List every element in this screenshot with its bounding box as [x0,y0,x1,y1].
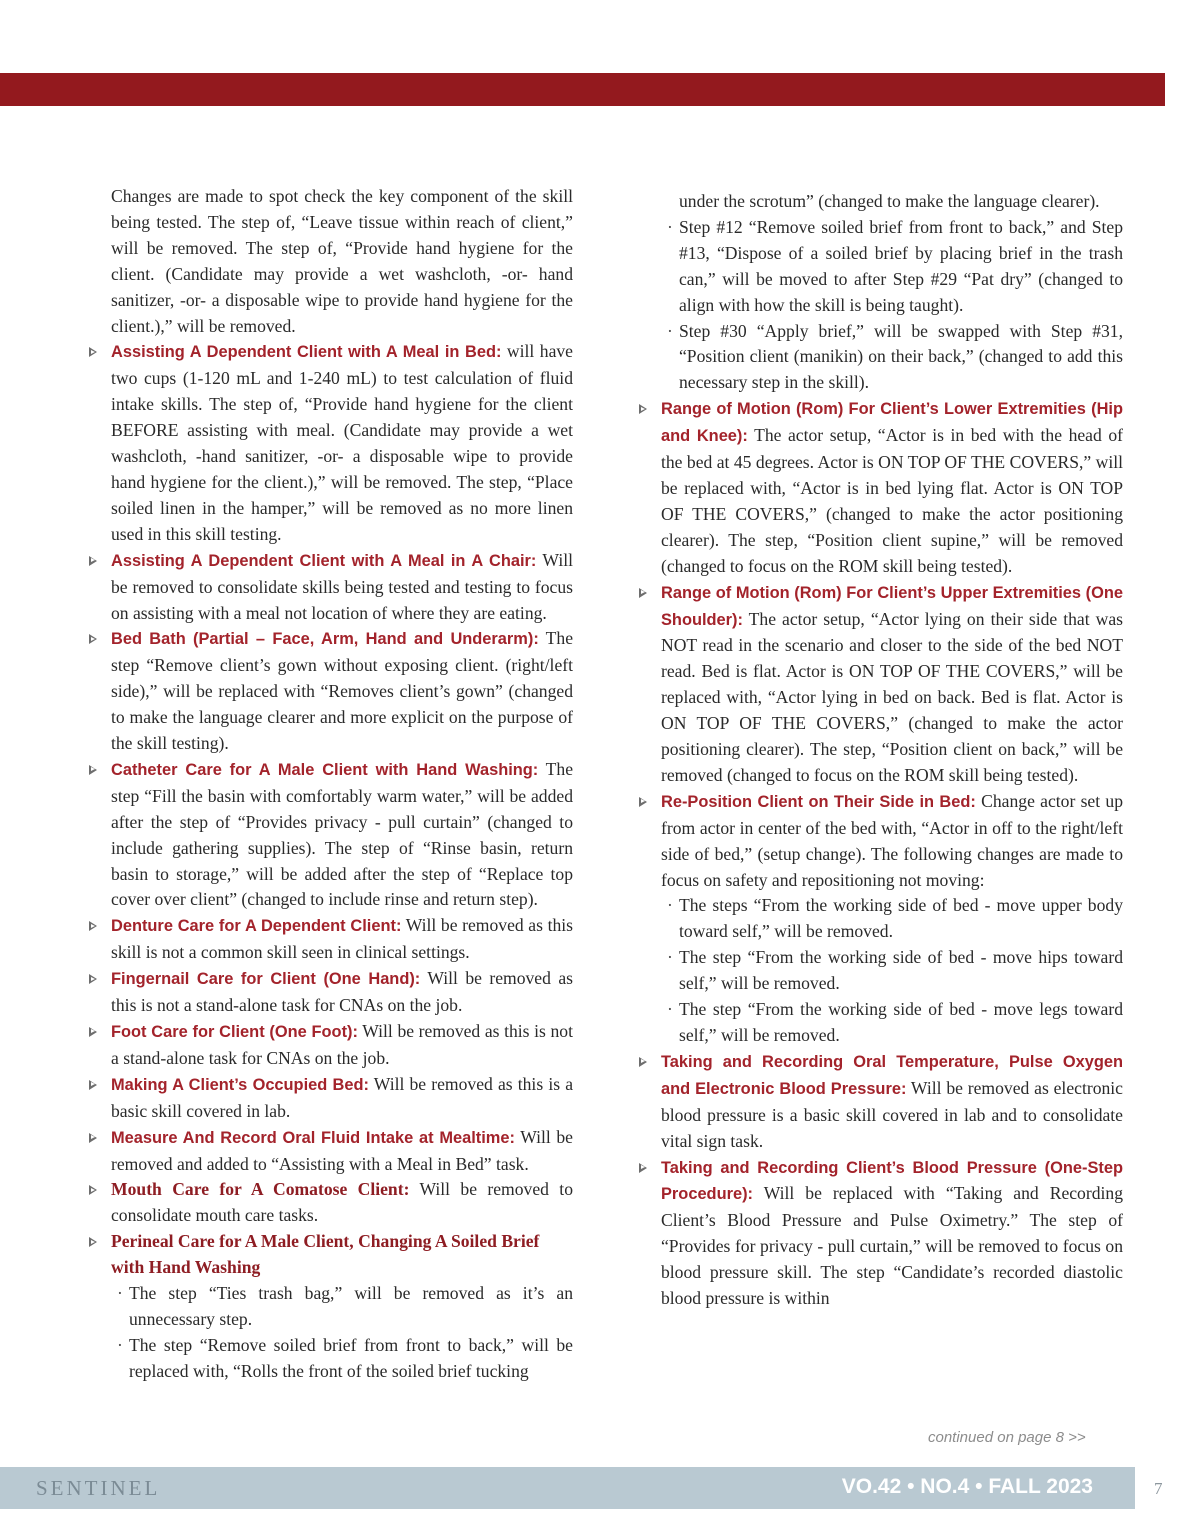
bullet-item [111,913,573,966]
bullet-arrow-icon [639,797,647,807]
dot-icon: · [667,947,673,968]
item-text: Will be removed as this is a basic skill covered in lab. [111,1073,573,1121]
bullet-arrow-icon [89,974,97,984]
item-title: Taking and Recording Client’s Blood Pressure (One-Step Procedure): [661,1158,1123,1204]
dot-icon: · [117,1283,123,1304]
intro-paragraph: Changes are made to spot check the key component of the skill being tested. The step of, “Leave tissue within reach of client,” will be removed. The step of, “Provide hand hygiene for the client. (Candidate may provide a wet washcloth, -or- hand sanitizer, -or- a disposable wipe to provide hand hygiene for the client.),” will be removed. [111,186,573,336]
bullet-arrow-icon [89,1133,97,1143]
item-text: Change actor set up from actor in center of the bed with, “Actor in off to the right/left side of bed,” (setup change). The following changes are made to focus on safety and repositioning not moving: [661,790,1123,890]
sub-bullet: · The step “Remove soiled brief from front to back,” will be replaced with, “Rolls the front of the soiled brief tucking [117,1334,573,1381]
continued-note: continued on page 8 >> [928,1429,1086,1446]
item-text: Will be replaced with “Taking and Recording Client’s Blood Pressure and Pulse Oximetry.” The step of “Provides for privacy - pull curtain,” will be removed to focus on blood pressure skill. The step “Candidate’s recorded diastolic blood pressure is within [661,1183,1123,1309]
item-title: Range of Motion (Rom) For Client’s Upper Extremities (One Shoulder): [661,583,1123,629]
dot-icon: · [667,999,673,1020]
bullet-item [111,339,573,547]
bullet-item [111,548,573,627]
item-text: Will be removed as electronic blood pressure is a basic skill covered in lab and to consolidate vital sign task. [661,1077,1123,1151]
top-accent-bar [0,73,1165,106]
item-title: Assisting A Dependent Client with A Meal in Bed: [111,343,502,362]
dot-icon: · [117,1334,123,1355]
item-text: Will be removed to consolidate mouth care tasks. [111,1179,573,1226]
sub-bullet: · Step #12 “Remove soiled brief from front to back,” and Step #13, “Dispose of a soiled brief by placing brief in the trash can,” will be moved to after Step #29 “Pat dry” (changed to align with how the skill is being taught). [667,216,1123,315]
reposition-item [661,789,1123,894]
item-title: Taking and Recording Oral Temperature, Pulse Oxygen and Electronic Blood Pressure: [661,1052,1123,1098]
bullet-arrow-icon [89,921,97,931]
item-text: Will be removed to consolidate skills being tested and testing to focus on assisting with a meal not location of where they are eating. [111,549,573,623]
dot-icon: · [667,320,673,341]
item-text: Will be removed as this skill is not a common skill seen in clinical settings. [111,915,573,963]
bullet-arrow-icon [89,1080,97,1090]
footer-brand: SENTINEL [36,1476,161,1500]
bullet-item [661,1049,1123,1155]
dot-icon: · [667,895,673,916]
sub-bullet: · Step #30 “Apply brief,” will be swapped with Step #31, “Position client (manikin) on their back,” (changed to add this necessary step in the skill). [667,320,1123,393]
bullet-arrow-icon [89,347,97,357]
item-text: Will be removed and added to “Assisting with a Meal in Bed” task. [111,1126,573,1174]
item-text: The actor setup, “Actor is in bed with the head of the bed at 45 degrees. Actor is ON TOP OF THE COVERS,” will be replaced with, “Actor is in bed lying flat. Actor is ON TOP OF THE COVERS,” (changed to make the actor positioning clearer). The step, “Position client supine,” will be removed (changed to focus on the ROM skill being tested). [661,425,1123,576]
continued-sub-text: under the scrotum” (changed to make the language clearer). [679,191,1100,211]
left-item-list [111,339,573,1229]
item-title: Assisting A Dependent Client with A Meal in A Chair: [111,551,537,570]
item-text: Will be removed as this is not a stand-alone task for CNAs on the job. [111,1021,573,1068]
right-item-list [661,396,1123,789]
bullet-arrow-icon [89,556,97,566]
right-column [661,189,1123,1312]
item-text: The actor setup, “Actor lying on their side that was NOT read in the scenario and closer to the side of the bed NOT read. Bed is flat. Actor is ON TOP OF THE COVERS,” will be replaced with, “Actor lying in bed on back. Bed is flat. Actor is ON TOP OF THE COVERS,” (changed to make the actor positioning clearer). The step, “Position client on back,” will be removed (changed to focus on the ROM skill being tested). [661,608,1123,785]
bullet-item [111,1177,573,1229]
sub-bullet: · The steps “From the working side of bed - move upper body toward self,” will be removed. [667,895,1123,942]
dot-icon: · [667,216,673,237]
item-text: will have two cups (1-120 mL and 1-240 mL) to test calculation of fluid intake skills. The step of, “Provide hand hygiene for the client BEFORE assisting with meal. (Candidate may provide a wet washcloth, -hand sanitizer, -or- a disposable wipe to provide hand hygiene for the client.),” will be removed. The step, “Place soiled linen in the hamper,” will be removed as no more linen used in this skill testing. [111,341,573,544]
bullet-item [661,1155,1123,1312]
item-title: Perineal Care for A Male Client, Changing A Soiled Brief with Hand Washing [111,1231,540,1278]
item-title: Re-Position Client on Their Side in Bed: [661,792,976,811]
bullet-item [661,396,1123,579]
item-title: Denture Care for A Dependent Client: [111,917,402,936]
bullet-arrow-icon [89,1027,97,1037]
bullet-item [111,1125,573,1178]
bullet-arrow-icon [89,634,97,644]
item-title: Measure And Record Oral Fluid Intake at Mealtime: [111,1128,515,1147]
item-text: The step “Remove client’s gown without exposing client. (right/left side),” will be replaced with “Removes client’s gown” (changed to make the language clearer and more explicit on the purpose of the skill testing). [111,628,574,754]
item-title: Fingernail Care for Client (One Hand): [111,970,421,989]
perineal-care-item [111,1229,573,1281]
bullet-arrow-icon [639,588,647,598]
bullet-item [111,1019,573,1072]
bullet-item [111,626,573,757]
sub-bullet: · The step “From the working side of bed - move legs toward self,” will be removed. [667,999,1123,1045]
sub-bullet: · The step “Ties trash bag,” will be removed as it’s an unnecessary step. [117,1283,573,1329]
item-title: Making A Client’s Occupied Bed: [111,1075,369,1094]
page-number: 7 [1154,1479,1163,1498]
item-title: Mouth Care for A Comatose Client: [111,1179,410,1200]
right-item-list-2 [661,1049,1123,1312]
item-text: The step “Fill the basin with comfortably warm water,” will be added after the step of “Provides privacy - pull curtain” (changed to include gathering supplies). The step of “Rinse basin, return basin to storage,” will be added after the step of “Replace top cover over client” (changed to include rinse and return step). [111,758,574,910]
bullet-item [111,757,573,913]
bullet-arrow-icon [89,1237,97,1247]
bullet-arrow-icon [639,1057,647,1067]
footer-band [0,1467,1135,1509]
item-title: Foot Care for Client (One Foot): [111,1023,358,1041]
footer-issue: VO.42 • NO.4 • FALL 2023 [841,1475,1093,1498]
bullet-arrow-icon [89,1185,97,1195]
bullet-item [111,966,573,1019]
item-title: Bed Bath (Partial – Face, Arm, Hand and Underarm): [111,630,539,649]
sub-bullet: · The step “From the working side of bed - move hips toward self,” will be removed. [667,947,1123,994]
left-column [111,184,573,1385]
item-text: Will be removed as this is not a stand-alone task for CNAs on the job. [111,968,573,1016]
bullet-arrow-icon [89,765,97,775]
item-title: Catheter Care for A Male Client with Hand Washing: [111,760,539,779]
bullet-arrow-icon [639,404,647,414]
item-title: Range of Motion (Rom) For Client’s Lower Extremities (Hip and Knee): [661,400,1123,446]
bullet-item [661,580,1123,789]
bullet-arrow-icon [639,1163,647,1173]
bullet-item [111,1072,573,1125]
